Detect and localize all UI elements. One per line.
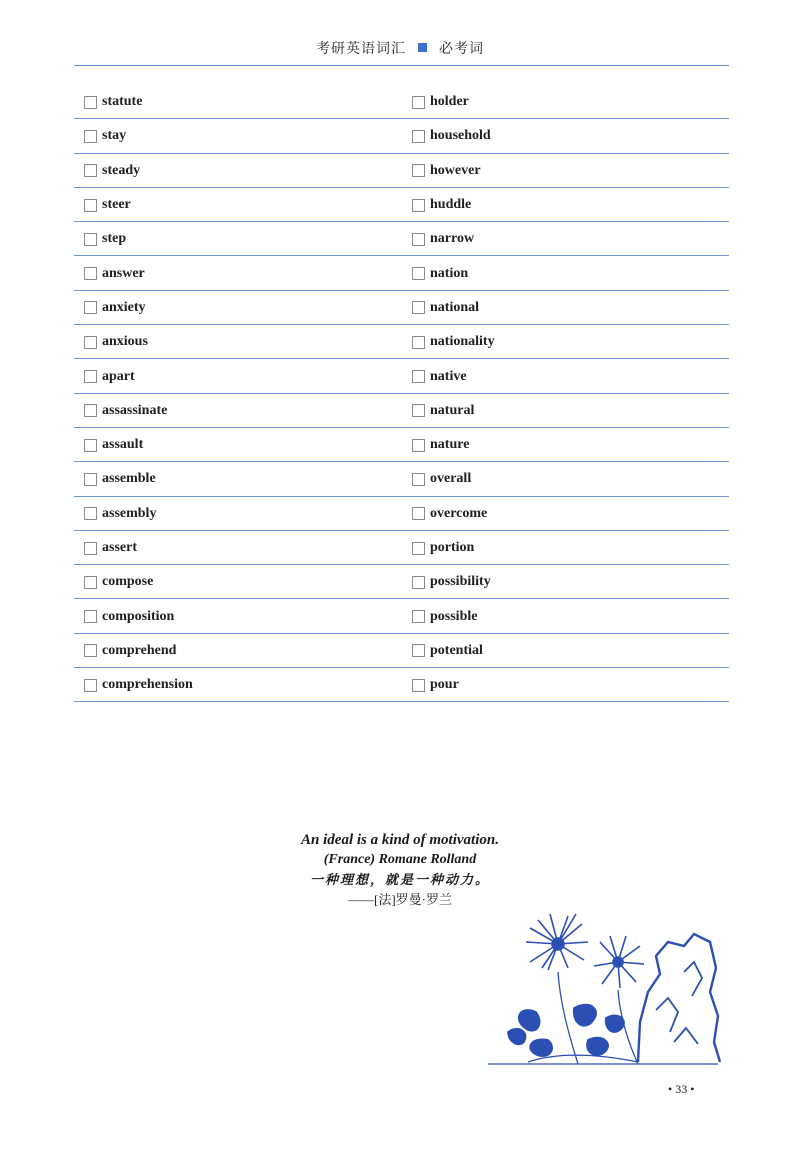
word-cell-right	[401, 429, 729, 461]
word-label: answer	[102, 265, 145, 281]
checkbox[interactable]	[412, 439, 425, 452]
checkbox[interactable]	[412, 679, 425, 692]
word-cell-right	[401, 257, 729, 289]
word-cell-right	[401, 669, 729, 701]
word-row	[74, 223, 729, 256]
checkbox[interactable]	[412, 336, 425, 349]
checkbox[interactable]	[84, 370, 97, 383]
word-cell-left	[74, 532, 401, 564]
word-cell-left	[74, 429, 401, 461]
checkbox[interactable]	[84, 644, 97, 657]
book-title: 考研英语词汇	[316, 42, 406, 57]
word-label: comprehend	[102, 642, 177, 658]
word-label: overcome	[430, 505, 488, 521]
checkbox[interactable]	[84, 439, 97, 452]
checkbox[interactable]	[84, 96, 97, 109]
checkbox[interactable]	[412, 404, 425, 417]
quote-author-english: (France) Romane Rolland	[323, 852, 477, 867]
word-cell-right	[401, 326, 729, 358]
square-bullet-icon	[418, 43, 427, 52]
word-label: household	[430, 128, 491, 144]
word-cell-right	[401, 532, 729, 564]
word-label: step	[102, 231, 127, 247]
word-row	[74, 395, 729, 428]
word-row	[74, 532, 729, 565]
word-cell-left	[74, 463, 401, 495]
word-cell-left	[74, 566, 401, 598]
word-cell-left	[74, 86, 401, 118]
word-cell-left	[74, 120, 401, 152]
checkbox[interactable]	[412, 96, 425, 109]
word-row	[74, 189, 729, 222]
word-label: stay	[102, 128, 127, 144]
checkbox[interactable]	[84, 164, 97, 177]
word-cell-left	[74, 223, 401, 255]
checkbox[interactable]	[412, 507, 425, 520]
word-row	[74, 498, 729, 531]
checkbox[interactable]	[412, 301, 425, 314]
word-label: possibility	[430, 574, 491, 590]
word-row	[74, 566, 729, 599]
checkbox[interactable]	[412, 199, 425, 212]
word-cell-right	[401, 155, 729, 187]
word-label: overall	[430, 471, 472, 487]
quote-author-chinese: ——[法]罗曼·罗兰	[348, 892, 452, 907]
word-label: huddle	[430, 197, 472, 213]
quote-chinese: 一种理想，就是一种动力。	[309, 872, 490, 887]
checkbox[interactable]	[412, 644, 425, 657]
word-row	[74, 155, 729, 188]
section-title: 必考词	[439, 42, 484, 57]
word-cell-left	[74, 498, 401, 530]
word-label: pour	[430, 677, 459, 693]
word-row	[74, 600, 729, 633]
checkbox[interactable]	[84, 610, 97, 623]
word-label: anxious	[102, 334, 148, 350]
word-label: steer	[102, 197, 131, 213]
word-row	[74, 257, 729, 290]
word-row	[74, 429, 729, 462]
checkbox[interactable]	[84, 507, 97, 520]
word-label: nationality	[430, 334, 495, 350]
word-label: assert	[102, 540, 137, 555]
checkbox[interactable]	[84, 576, 97, 589]
word-cell-right	[401, 360, 729, 392]
checkbox[interactable]	[412, 576, 425, 589]
checkbox[interactable]	[84, 199, 97, 212]
word-cell-left	[74, 257, 401, 289]
word-cell-right	[401, 635, 729, 667]
chrysanthemum-rock-illustration	[488, 912, 728, 1068]
checkbox[interactable]	[84, 473, 97, 486]
word-label: natural	[430, 402, 475, 418]
word-cell-right	[401, 498, 729, 530]
checkbox[interactable]	[412, 130, 425, 143]
word-label: apart	[102, 368, 135, 384]
word-row	[74, 669, 729, 702]
word-label: nature	[430, 437, 470, 453]
word-cell-right	[401, 463, 729, 495]
checkbox[interactable]	[84, 233, 97, 246]
word-list	[74, 86, 729, 703]
checkbox[interactable]	[84, 404, 97, 417]
word-cell-right	[401, 189, 729, 221]
word-label: steady	[102, 162, 141, 178]
word-cell-right	[401, 292, 729, 324]
quote-english: An ideal is a kind of motivation.	[301, 832, 499, 848]
word-cell-left	[74, 635, 401, 667]
checkbox[interactable]	[84, 267, 97, 280]
chrysanthemum-icon	[526, 914, 588, 970]
word-cell-right	[401, 395, 729, 427]
word-row	[74, 463, 729, 496]
word-label: portion	[430, 540, 475, 555]
quote-block	[0, 830, 800, 910]
word-label: assault	[102, 437, 144, 453]
word-cell-left	[74, 669, 401, 701]
running-header	[0, 38, 800, 58]
word-cell-right	[401, 120, 729, 152]
word-row	[74, 120, 729, 153]
checkbox[interactable]	[84, 679, 97, 692]
word-cell-left	[74, 326, 401, 358]
word-label: narrow	[430, 231, 475, 247]
checkbox[interactable]	[84, 336, 97, 349]
word-cell-right	[401, 600, 729, 632]
word-label: holder	[430, 94, 469, 110]
word-label: native	[430, 368, 467, 384]
word-label: compose	[102, 574, 154, 590]
word-label: statute	[102, 94, 143, 110]
word-label: anxiety	[102, 299, 146, 315]
word-row	[74, 360, 729, 393]
word-cell-left	[74, 189, 401, 221]
word-cell-right	[401, 566, 729, 598]
word-label: composition	[102, 608, 175, 624]
chrysanthemum-icon	[594, 936, 644, 988]
checkbox[interactable]	[412, 610, 425, 623]
word-label: assassinate	[102, 402, 168, 418]
word-row	[74, 635, 729, 668]
checkbox[interactable]	[412, 542, 425, 555]
word-label: however	[430, 162, 481, 178]
word-cell-right	[401, 223, 729, 255]
word-label: comprehension	[102, 677, 193, 693]
word-cell-left	[74, 292, 401, 324]
word-cell-left	[74, 600, 401, 632]
checkbox[interactable]	[412, 370, 425, 383]
page-number: • 33 •	[668, 1082, 695, 1096]
checkbox[interactable]	[84, 542, 97, 555]
word-row	[74, 292, 729, 325]
word-row	[74, 326, 729, 359]
checkbox[interactable]	[84, 130, 97, 143]
word-label: possible	[430, 608, 478, 624]
word-cell-left	[74, 155, 401, 187]
word-cell-left	[74, 395, 401, 427]
header-rule	[74, 65, 729, 66]
word-label: potential	[430, 642, 483, 658]
word-label: nation	[430, 265, 469, 281]
word-cell-right	[401, 86, 729, 118]
checkbox[interactable]	[412, 473, 425, 486]
word-label: assemble	[102, 471, 156, 487]
checkbox[interactable]	[412, 267, 425, 280]
word-cell-left	[74, 360, 401, 392]
word-row	[74, 86, 729, 119]
word-label: assembly	[102, 505, 157, 521]
checkbox[interactable]	[412, 233, 425, 246]
word-label: national	[430, 299, 480, 315]
checkbox[interactable]	[412, 164, 425, 177]
checkbox[interactable]	[84, 301, 97, 314]
